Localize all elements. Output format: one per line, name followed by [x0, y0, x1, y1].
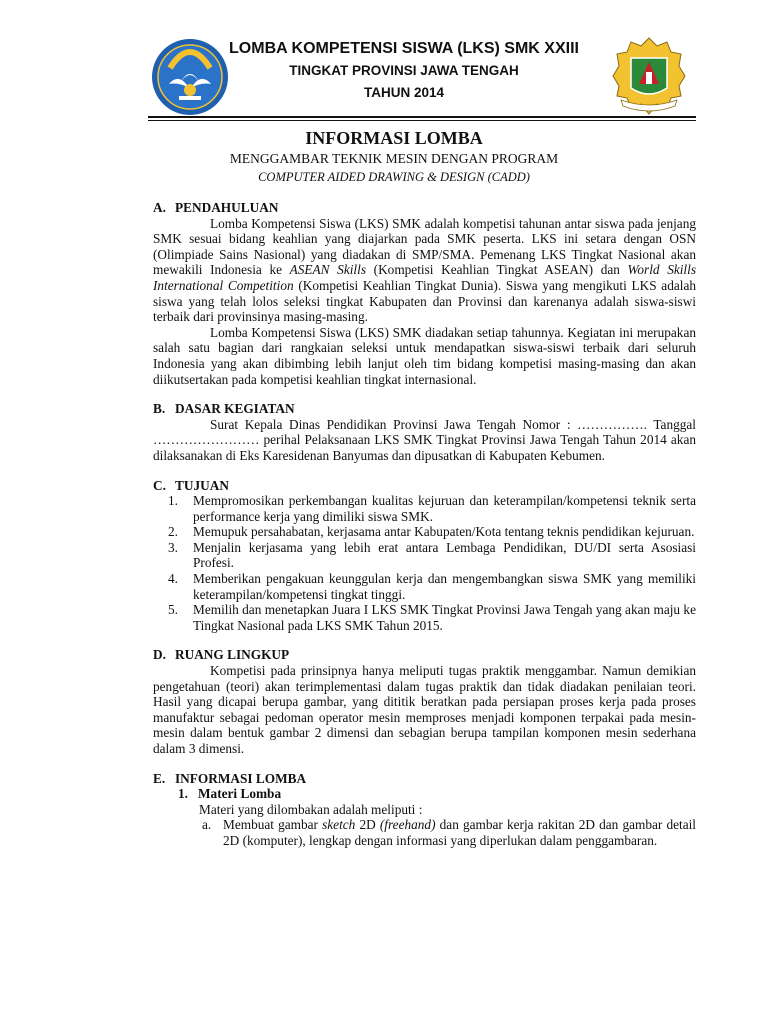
section-title: DASAR KEGIATAN	[175, 401, 295, 417]
list-text: Mempromosikan perkembangan kualitas kejuruan dan keterampilan/kompetensi teknik serta performance kerja yang dimiliki siswa SMK.	[193, 493, 696, 524]
text-run: (Kompetisi Keahlian Tingkat Dunia). Siswa yang mengikuti LKS adalah siswa yang telah lolos seleksi tingkat Kabupaten dan Provinsi dan karenanya adalah siswa-siswi terbaik dari provinsinya masing-masing.	[153, 277, 696, 325]
list-text: Memupuk persahabatan, kerjasama antar Kabupaten/Kota tentang teknis pendidikan kejuruan.	[193, 524, 695, 540]
section-title: PENDAHULUAN	[175, 200, 279, 215]
list-text: Memilih dan menetapkan Juara I LKS SMK Tingkat Provinsi Jawa Tengah yang akan maju ke Tingkat Nasional pada LKS SMK Tahun 2015.	[193, 602, 696, 633]
text-run: dan gambar kerja rakitan 2D dan gambar detail 2D (komputer), lengkap dengan informasi yang diperlukan dalam penggambaran.	[223, 817, 697, 848]
section-d-heading	[153, 647, 696, 663]
section-a-paragraph-2: Lomba Kompetensi Siswa (LKS) SMK diadakan setiap tahunnya. Kegiatan ini merupakan salah satu bagian dari rangkaian seleksi untuk mendapatkan siswa-siswi terbaik dari seluruh Indonesia yang akan dibimbing lebih lanjut oleh tim bidang kompetisi masing-masing dan akan diikutsertakan pada kompetisi keahlian tingkat internasional.	[153, 324, 696, 387]
list-number: 2.	[168, 524, 178, 540]
objectives-list	[153, 493, 696, 633]
header-line-1: LOMBA KOMPETENSI SISWA (LKS) SMK XXIII	[229, 40, 579, 57]
text-run-italic: (freehand)	[379, 817, 436, 833]
section-letter: E.	[153, 770, 166, 786]
header-line-3: TAHUN 2014	[363, 85, 445, 100]
subsection-title: Materi Lomba	[198, 786, 282, 802]
text-run: 2D	[355, 817, 380, 833]
header-rule-thin	[148, 120, 696, 121]
subsection-number: 1.	[178, 786, 188, 802]
list-item	[153, 524, 696, 540]
section-e-heading	[153, 771, 696, 787]
text-run-italic: sketch	[322, 817, 356, 833]
text-run: Membuat gambar	[223, 817, 323, 833]
list-text: Menjalin kerjasama yang lebih erat antara Lembaga Pendidikan, DU/DI serta Asosiasi Profesi.	[193, 539, 696, 571]
list-number: 4.	[168, 571, 178, 587]
section-b-heading	[153, 401, 696, 417]
list-number: 1.	[168, 493, 178, 509]
document-header	[0, 38, 768, 104]
list-item	[153, 602, 696, 633]
section-title: INFORMASI LOMBA	[175, 770, 307, 786]
subsection-heading	[153, 786, 696, 802]
list-number: 5.	[168, 602, 178, 618]
list-number: 3.	[168, 539, 178, 555]
text-run: Lomba Kompetensi Siswa (LKS) SMK adalah kompetisi tahunan antar siswa pada jenjang SMK sesuai bidang keahlian yang diajarkan pada SMK peserta. LKS ini setara dengan OSN (Olimpiade Sains Nasional) yang diadakan di SMP/SMA. Pemenang LKS Tingkat Nasional akan mewakili Indonesia ke	[153, 215, 696, 278]
list-item	[153, 571, 696, 602]
document-body	[153, 200, 696, 849]
doc-subtitle: MENGGAMBAR TEKNIK MESIN DENGAN PROGRAM	[229, 151, 559, 166]
section-letter: A.	[153, 200, 166, 215]
section-title: RUANG LINGKUP	[175, 647, 290, 663]
section-letter: D.	[153, 647, 166, 663]
subsection-intro: Materi yang dilombakan adalah meliputi :	[199, 801, 423, 817]
section-letter: B.	[153, 401, 166, 417]
section-a-heading	[153, 200, 696, 216]
section-d-paragraph: Kompetisi pada prinsipnya hanya meliputi tugas praktik menggambar. Namun demikian pengetahuan (teori) akan terimplementasi dalam tugas praktik dan tidak diadakan penilaian teori. Hasil yang dicapai berupa gambar, yang dititik beratkan pada persiapan proses kerja pada proses manufaktur sebagai pedoman operator mesin memproses menjadi komponen terpakai pada mesin-mesin dalam bentuk gambar 2 dimensi dan sebagian berupa tampilan komponen mesin sederhana dalam 3 dimensi.	[153, 663, 696, 756]
list-item	[153, 493, 696, 524]
section-letter: C.	[153, 477, 166, 493]
list-text: Memberikan pengakuan keunggulan kerja dan mengembangkan siswa SMK yang memiliki keterampilan/kompetensi tingkat tinggi.	[193, 571, 696, 602]
section-c-heading	[153, 478, 696, 494]
text-run-italic: ASEAN Skills	[289, 262, 366, 278]
header-line-2: TINGKAT PROVINSI JAWA TENGAH	[289, 63, 519, 78]
section-b-paragraph: Surat Kepala Dinas Pendidikan Provinsi Jawa Tengah Nomor : ……………. Tanggal …………………… perihal Pelaksanaan LKS SMK Tingkat Provinsi Jawa Tengah Tahun 2014 akan dilaksanakan di Eks Karesidenan Banyumas dan dipusatkan di Kabupaten Kebumen.	[153, 416, 696, 463]
header-rule	[148, 116, 696, 118]
doc-title: INFORMASI LOMBA	[305, 128, 483, 148]
text-run: (Kompetisi Keahlian Tingkat ASEAN) dan	[366, 262, 628, 278]
list-item	[153, 540, 696, 571]
doc-subtitle-italic: COMPUTER AIDED DRAWING & DESIGN (CADD)	[258, 170, 530, 184]
materials-list	[153, 817, 696, 848]
section-a-paragraph-1	[153, 216, 696, 325]
list-letter: a.	[202, 817, 212, 833]
list-item	[153, 817, 696, 848]
section-title: TUJUAN	[175, 477, 229, 493]
text-run-italic: World Skills International Competition	[153, 262, 696, 293]
